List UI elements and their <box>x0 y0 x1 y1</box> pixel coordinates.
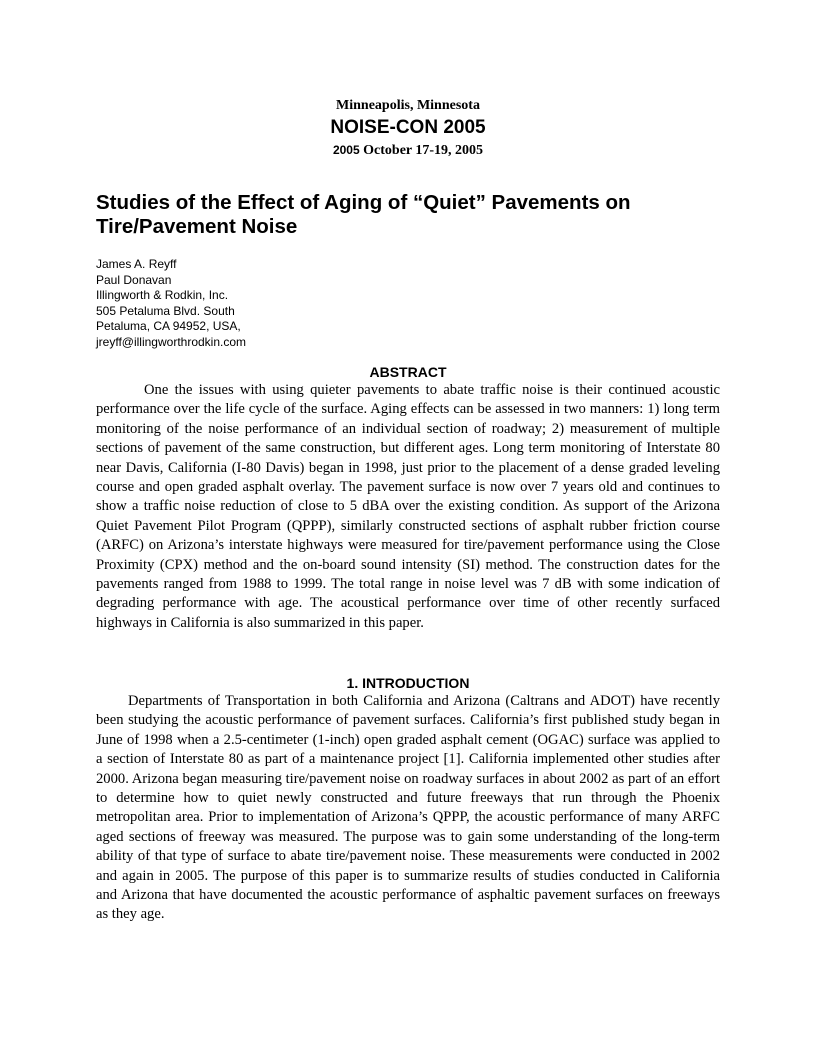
conference-name: NOISE-CON 2005 <box>330 117 486 138</box>
introduction-text: Departments of Transportation in both California and Arizona (Caltrans and ADOT) have recently been studying the acoustic performance of pavement surfaces. California’s first published study began in June of 1998 when a 2.5-centimeter (1-inch) open graded asphalt cement (OGAC) surface was applied to a section of Interstate 80 as part of a maintenance project [1]. California implemented other studies after 2000. Arizona began measuring tire/pavement noise on roadway surfaces in about 2002 as part of an effort to determine how to quiet newly constructed and future freeways that run through the Phoenix metropolitan area. Prior to implementation of Arizona’s QPPP, the acoustic performance of many ARFC aged sections of freeway was measured. The purpose was to gain some understanding of the long-term ability of that type of surface to abate tire/pavement noise. These measurements were conducted in 2002 and again in 2005. The purpose of this paper is to summarize results of studies conducted in California and Arizona that have documented the acoustic performance of asphaltic pavement surfaces on freeways as they age. <box>96 693 720 923</box>
abstract-text: One the issues with using quieter pavements to abate traffic noise is their continued acoustic performance over the life cycle of the surface. Aging effects can be assessed in two manners: 1) long term monitoring of the noise performance of an individual section of roadway; 2) measurement of multiple sections of pavement of the same construction, but different ages. Long term monitoring of Interstate 80 near Davis, California (I-80 Davis) began in 1998, just prior to the placement of a dense graded leveling course and open graded asphalt overlay. The pavement surface is now over 7 years old and continues to show a traffic noise reduction of close to 5 dBA over the existing condition. As support of the Arizona Quiet Pavement Pilot Program (QPPP), similarly constructed sections of asphalt rubber friction course (ARFC) on Arizona’s interstate highways were measured for tire/pavement performance using the Close Proximity (CPX) method and the on-board sound intensity (SI) method. The construction dates for the pavements ranged from 1988 to 1999. The total range in noise level was 7 dB with some indication of degrading performance with age. The acoustical performance over time of other recently surfaced highways in California is also summarized in this paper. <box>96 382 720 631</box>
author-address: 505 Petaluma Blvd. South <box>96 303 235 318</box>
introduction-heading: 1. INTRODUCTION <box>346 675 470 691</box>
author-name: Paul Donavan <box>96 272 172 287</box>
abstract-heading: ABSTRACT <box>369 364 447 380</box>
paper-title: Studies of the Effect of Aging of “Quiet” Pavements on Tire/Pavement Noise <box>96 191 631 238</box>
author-email: jreyff@illingworthrodkin.com <box>96 334 247 349</box>
conference-dates-line <box>0 141 816 160</box>
author-name: James A. Reyff <box>96 257 177 271</box>
conference-city: Minneapolis, Minnesota <box>336 98 480 113</box>
author-block <box>96 257 496 350</box>
author-affiliation: Illingworth & Rodkin, Inc. <box>96 288 229 302</box>
conference-dates: October 17-19, 2005 <box>363 143 484 158</box>
conference-year: 2005 <box>332 143 360 157</box>
author-address: Petaluma, CA 94952, USA, <box>96 319 241 333</box>
